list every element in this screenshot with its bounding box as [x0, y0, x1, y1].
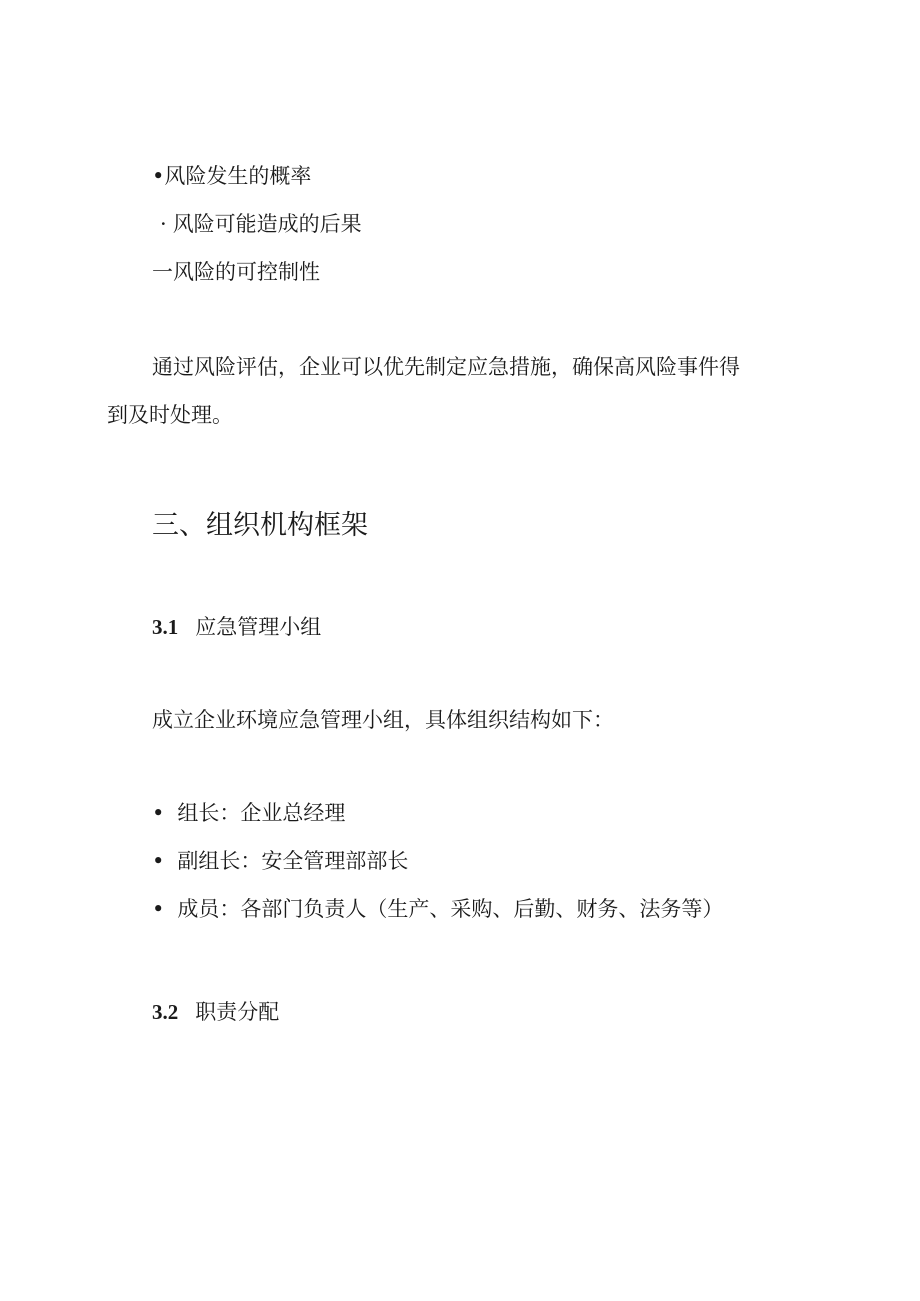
list-item: [152, 257, 320, 287]
bullet: •: [152, 849, 165, 873]
list-item: [160, 209, 362, 239]
bullet: •: [152, 801, 165, 825]
section-heading: 三、组织机构框架: [152, 510, 368, 541]
subsection-heading: [152, 997, 279, 1027]
intro-text: 成立企业环境应急管理小组，具体组织结构如下：: [152, 708, 614, 732]
list-item: [152, 846, 408, 876]
bullet: ·: [160, 212, 167, 236]
paragraph-line: 通过风险评估，企业可以优先制定应急措施，确保高风险事件得: [152, 355, 740, 379]
subsection-heading: [152, 612, 321, 642]
bullet: •: [152, 164, 165, 188]
subsection-title: 职责分配: [195, 1000, 280, 1024]
list-item-text: 成员：各部门负责人（生产、采购、后勤、财务、法务等）: [177, 897, 724, 921]
subsection-number: 3.2: [152, 1000, 179, 1024]
subsection-title: 应急管理小组: [195, 615, 322, 639]
list-item: [152, 161, 311, 191]
subsection-number: 3.1: [152, 615, 179, 639]
list-item-text: 组长：企业总经理: [177, 801, 346, 825]
list-item-text: 一风险的可控制性: [152, 260, 320, 284]
list-item-text: 风险可能造成的后果: [172, 212, 362, 236]
paragraph-line: 到及时处理。: [107, 403, 233, 427]
list-item: [152, 798, 345, 828]
list-item-text: 风险发生的概率: [164, 164, 312, 188]
list-item-text: 副组长：安全管理部部长: [177, 849, 409, 873]
list-item: [152, 894, 723, 924]
bullet: •: [152, 897, 165, 921]
